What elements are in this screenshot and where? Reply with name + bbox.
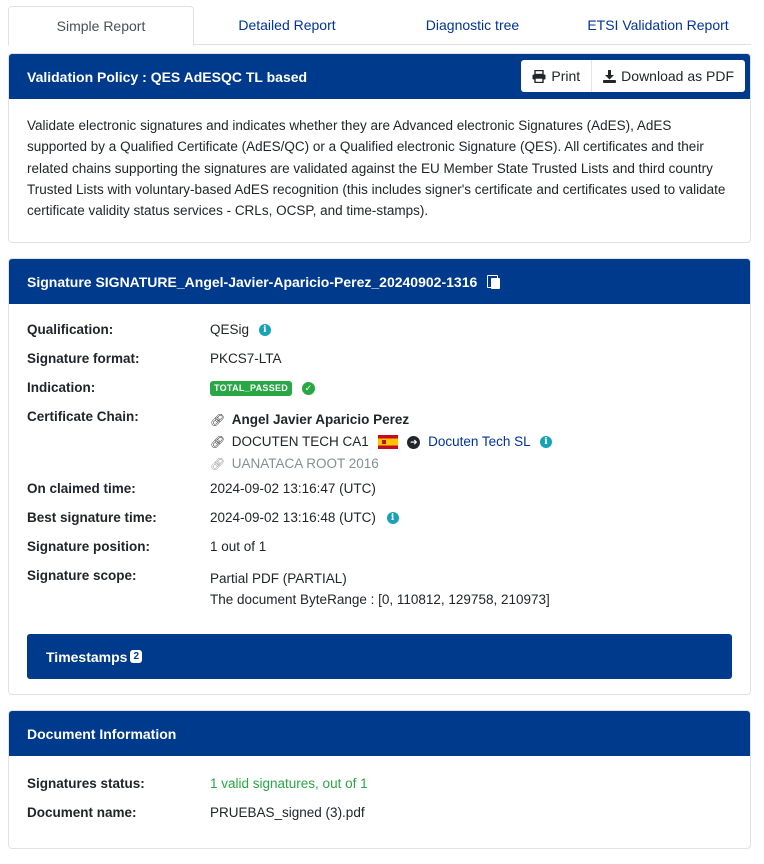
signature-scope-value: Partial PDF (PARTIAL) (210, 571, 347, 586)
validation-policy-description: Validate electronic signatures and indicates whether they are Advanced electronic Signatures (AdES), AdES supported by a Qualified Certificate (AdES/QC) or a Qualified electronic Signature (QES). All certificates and their related chains supporting the signatures are validated against the EU Member State Trusted Lists and third country Trusted Lists with voluntary-based AdES recognition (this includes signer's certificate and certificates used to validate certificate validity status services - CRLs, OCSP, and time-stamps). (27, 118, 726, 219)
indication-badge: TOTAL_PASSED (210, 381, 292, 396)
arrow-right-icon: ➜ (407, 436, 420, 449)
signature-header (9, 259, 750, 304)
trusted-service-link[interactable]: Docuten Tech SL (428, 433, 531, 449)
tab-diagnostic-tree[interactable]: Diagnostic tree (425, 17, 520, 33)
link-icon: 🔗︎ (210, 456, 226, 471)
ca-certificate-name[interactable]: DOCUTEN TECH CA1 (231, 433, 369, 449)
info-icon[interactable]: i (387, 512, 399, 524)
signature-position-label: Signature position: (27, 539, 150, 554)
info-icon[interactable]: i (259, 324, 271, 336)
signature-scope-row (27, 568, 732, 610)
signature-title: Signature SIGNATURE_Angel-Javier-Aparicio-Perez_20240902-1316 (27, 273, 478, 290)
document-information-card (8, 710, 751, 849)
signature-scope-label: Signature scope: (27, 568, 137, 583)
certificate-chain-row (27, 409, 732, 481)
signatures-status-label: Signatures status: (27, 776, 145, 791)
claimed-time-row (27, 481, 732, 510)
root-certificate-name[interactable]: UANATACA ROOT 2016 (231, 455, 379, 471)
print-button[interactable] (521, 60, 591, 92)
document-name-value: PRUEBAS_signed (3).pdf (210, 805, 365, 820)
download-pdf-button[interactable] (591, 60, 745, 92)
certificate-chain-item (210, 431, 732, 453)
qualification-row (27, 322, 732, 351)
qualification-value: QESig (210, 322, 250, 337)
indication-label: Indication: (27, 380, 96, 395)
signature-format-row (27, 351, 732, 380)
export-button-group (521, 60, 745, 92)
report-tabs (8, 6, 751, 45)
best-signature-time-label: Best signature time: (27, 510, 157, 525)
document-information-header (9, 711, 750, 756)
certificate-chain-item (210, 453, 732, 475)
info-icon[interactable]: i (540, 436, 552, 448)
validation-policy-card (8, 53, 751, 243)
claimed-time-label: On claimed time: (27, 481, 136, 496)
signer-certificate-name[interactable]: Angel Javier Aparicio Perez (231, 412, 410, 427)
signature-format-label: Signature format: (27, 351, 140, 366)
certificate-chain-label: Certificate Chain: (27, 409, 139, 424)
check-circle-icon: ✓ (302, 382, 315, 395)
tab-simple-report[interactable]: Simple Report (8, 6, 194, 46)
document-name-label: Document name: (27, 805, 137, 820)
signature-position-row (27, 539, 732, 568)
link-icon: 🔗︎ (210, 434, 226, 449)
download-pdf-label: Download as PDF (621, 68, 734, 84)
document-name-row (27, 805, 732, 834)
print-icon (532, 70, 546, 83)
tab-detailed-report[interactable]: Detailed Report (238, 17, 336, 33)
link-icon: 🔗︎ (210, 412, 226, 427)
spain-flag-icon (378, 435, 398, 449)
certificate-chain-item (210, 409, 732, 431)
best-signature-time-row (27, 510, 732, 539)
signature-format-value: PKCS7-LTA (210, 351, 282, 366)
signatures-status-row (27, 776, 732, 805)
signature-scope-detail: The document ByteRange : [0, 110812, 129758, 210973] (210, 592, 550, 607)
print-label: Print (551, 68, 581, 84)
document-information-title: Document Information (27, 725, 177, 742)
timestamps-count-badge: 2 (130, 650, 142, 663)
validation-policy-header (9, 54, 750, 99)
best-signature-time-value: 2024-09-02 13:16:48 (UTC) (210, 510, 376, 525)
signature-card (8, 258, 751, 695)
claimed-time-value: 2024-09-02 13:16:47 (UTC) (210, 481, 376, 496)
signature-position-value: 1 out of 1 (210, 539, 267, 554)
tab-etsi-validation-report[interactable]: ETSI Validation Report (587, 17, 729, 33)
timestamps-panel-header[interactable] (27, 634, 732, 679)
qualification-label: Qualification: (27, 322, 114, 337)
indication-row (27, 380, 732, 409)
timestamps-label: Timestamps (46, 648, 128, 665)
validation-policy-title: Validation Policy : QES AdESQC TL based (27, 68, 308, 85)
copy-icon[interactable] (487, 275, 501, 289)
signatures-status-value: 1 valid signatures, out of 1 (210, 776, 368, 791)
download-icon (603, 70, 616, 83)
